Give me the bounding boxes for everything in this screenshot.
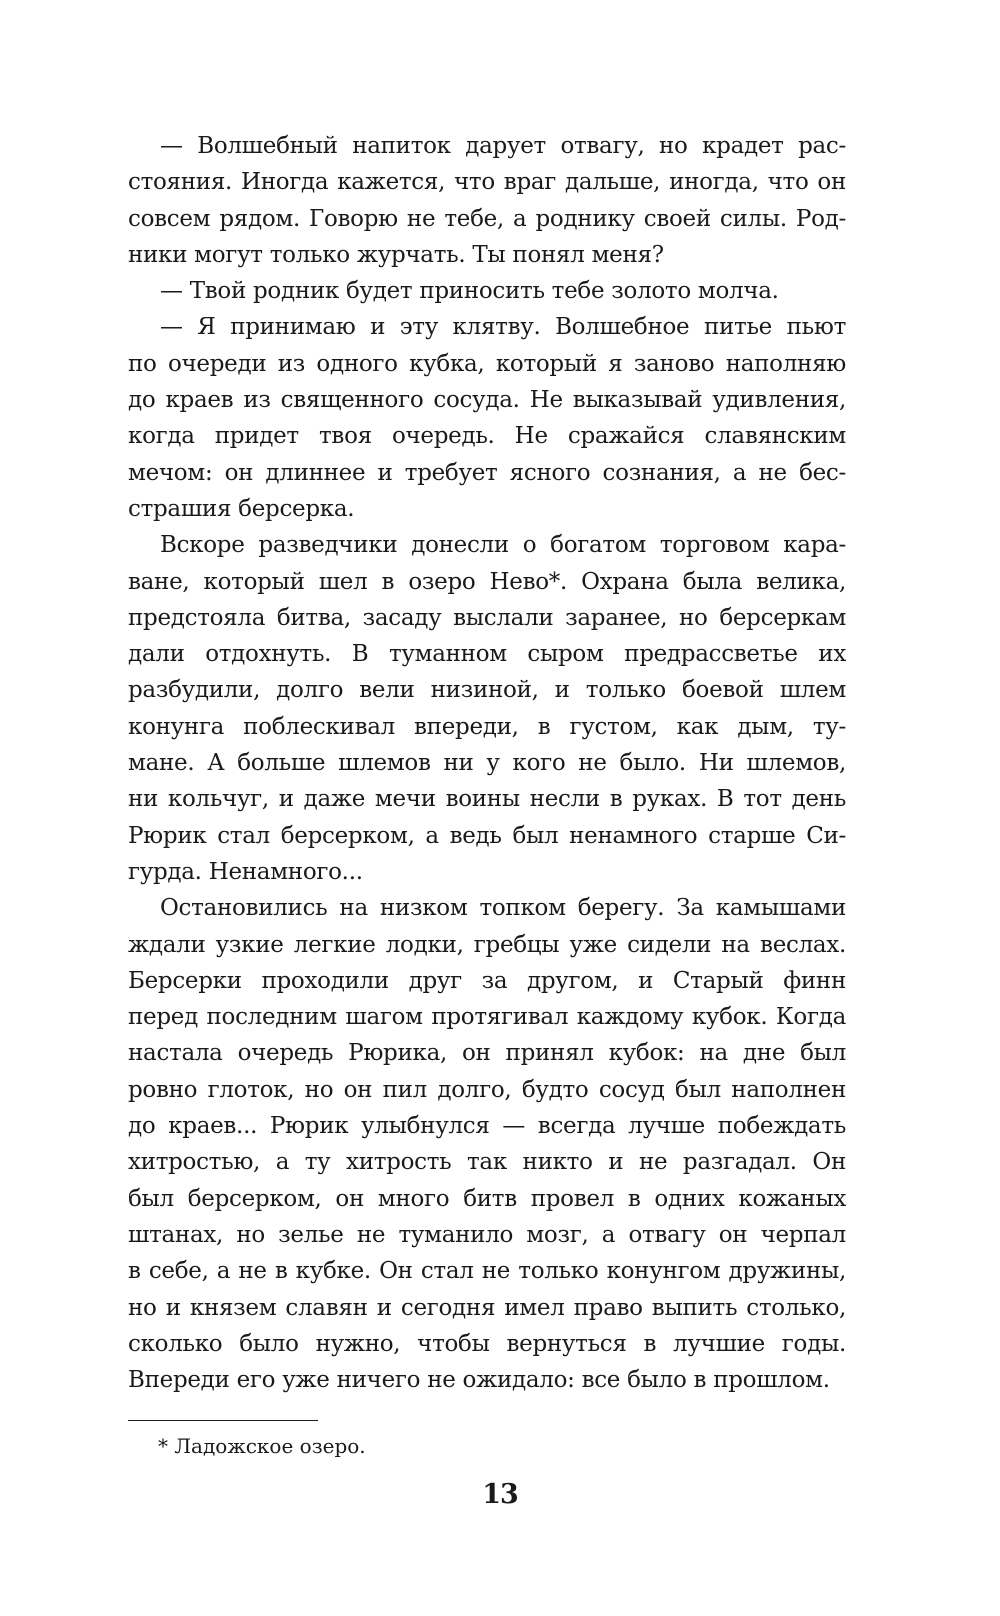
text-line: ровно глоток, но он пил долго, будто сосуд был наполнен [128, 1076, 846, 1103]
footnote-divider [128, 1420, 318, 1421]
text-line: предстояла битва, засаду выслали заранее, но берсеркам [128, 604, 846, 631]
text-line: перед последним шагом протягивал каждому кубок. Когда [128, 1004, 846, 1031]
text-line: ники могут только журчать. Ты понял меня? [128, 241, 664, 268]
text-line: Остановились на низком топком берегу. За камышами [160, 895, 846, 922]
text-line: настала очередь Рюрика, он принял кубок: на дне был [128, 1040, 846, 1067]
text-line: стояния. Иногда кажется, что враг дальше, иногда, что он [128, 169, 846, 196]
text-line: Вскоре разведчики донесли о богатом торговом кара- [160, 532, 846, 559]
text-line: мане. А больше шлемов ни у кого не было. Ни шлемов, [128, 750, 846, 777]
text-line: разбудили, долго вели низиной, и только боевой шлем [128, 677, 846, 704]
text-line: Впереди его уже ничего не ожидало: все было в прошлом. [128, 1367, 830, 1394]
text-line: конунга поблескивал впереди, в густом, как дым, ту- [128, 713, 846, 740]
text-line: хитростью, а ту хитрость так никто и не разгадал. Он [128, 1149, 846, 1176]
text-line: — Я принимаю и эту клятву. Волшебное питье пьют [160, 314, 846, 341]
text-line: страшия берсерка. [128, 495, 355, 522]
text-line: был берсерком, он много битв провел в одних кожаных [128, 1185, 846, 1212]
page-number: 13 [482, 1479, 518, 1510]
text-line: до краев из священного сосуда. Не выказывай удивления, [128, 387, 846, 414]
body-text [128, 128, 846, 1398]
text-line: дали отдохнуть. В туманном сыром предрассветье их [128, 641, 846, 668]
text-line: ни кольчуг, и даже мечи воины несли в руках. В тот день [128, 786, 846, 813]
text-line: совсем рядом. Говорю не тебе, а роднику своей силы. Род- [128, 205, 846, 232]
text-line: в себе, а не в кубке. Он стал не только конунгом дружины, [128, 1258, 846, 1285]
text-line: по очереди из одного кубка, который я заново наполняю [128, 350, 846, 377]
text-line: до краев... Рюрик улыбнулся — всегда лучше побеждать [128, 1113, 846, 1140]
text-line: но и князем славян и сегодня имел право выпить столько, [128, 1294, 846, 1321]
text-line: мечом: он длиннее и требует ясного сознания, а не бес- [128, 459, 846, 486]
text-line: штанах, но зелье не туманило мозг, а отвагу он черпал [128, 1221, 846, 1248]
text-line: гурда. Ненамного... [128, 858, 363, 885]
text-line: сколько было нужно, чтобы вернуться в лучшие годы. [128, 1330, 846, 1357]
text-line: Берсерки проходили друг за другом, и Старый финн [128, 967, 846, 994]
text-line: — Твой родник будет приносить тебе золото молча. [160, 278, 779, 305]
text-line: ване, который шел в озеро Нево*. Охрана была велика, [128, 568, 846, 595]
text-line: когда придет твоя очередь. Не сражайся славянским [128, 423, 846, 450]
text-line: Рюрик стал берсерком, а ведь был ненамного старше Си- [128, 822, 846, 849]
text-line: — Волшебный напиток дарует отвагу, но крадет рас- [160, 133, 846, 159]
footnote: * Ладожское озеро. [158, 1434, 366, 1458]
text-line: ждали узкие легкие лодки, гребцы уже сидели на веслах. [128, 931, 846, 958]
